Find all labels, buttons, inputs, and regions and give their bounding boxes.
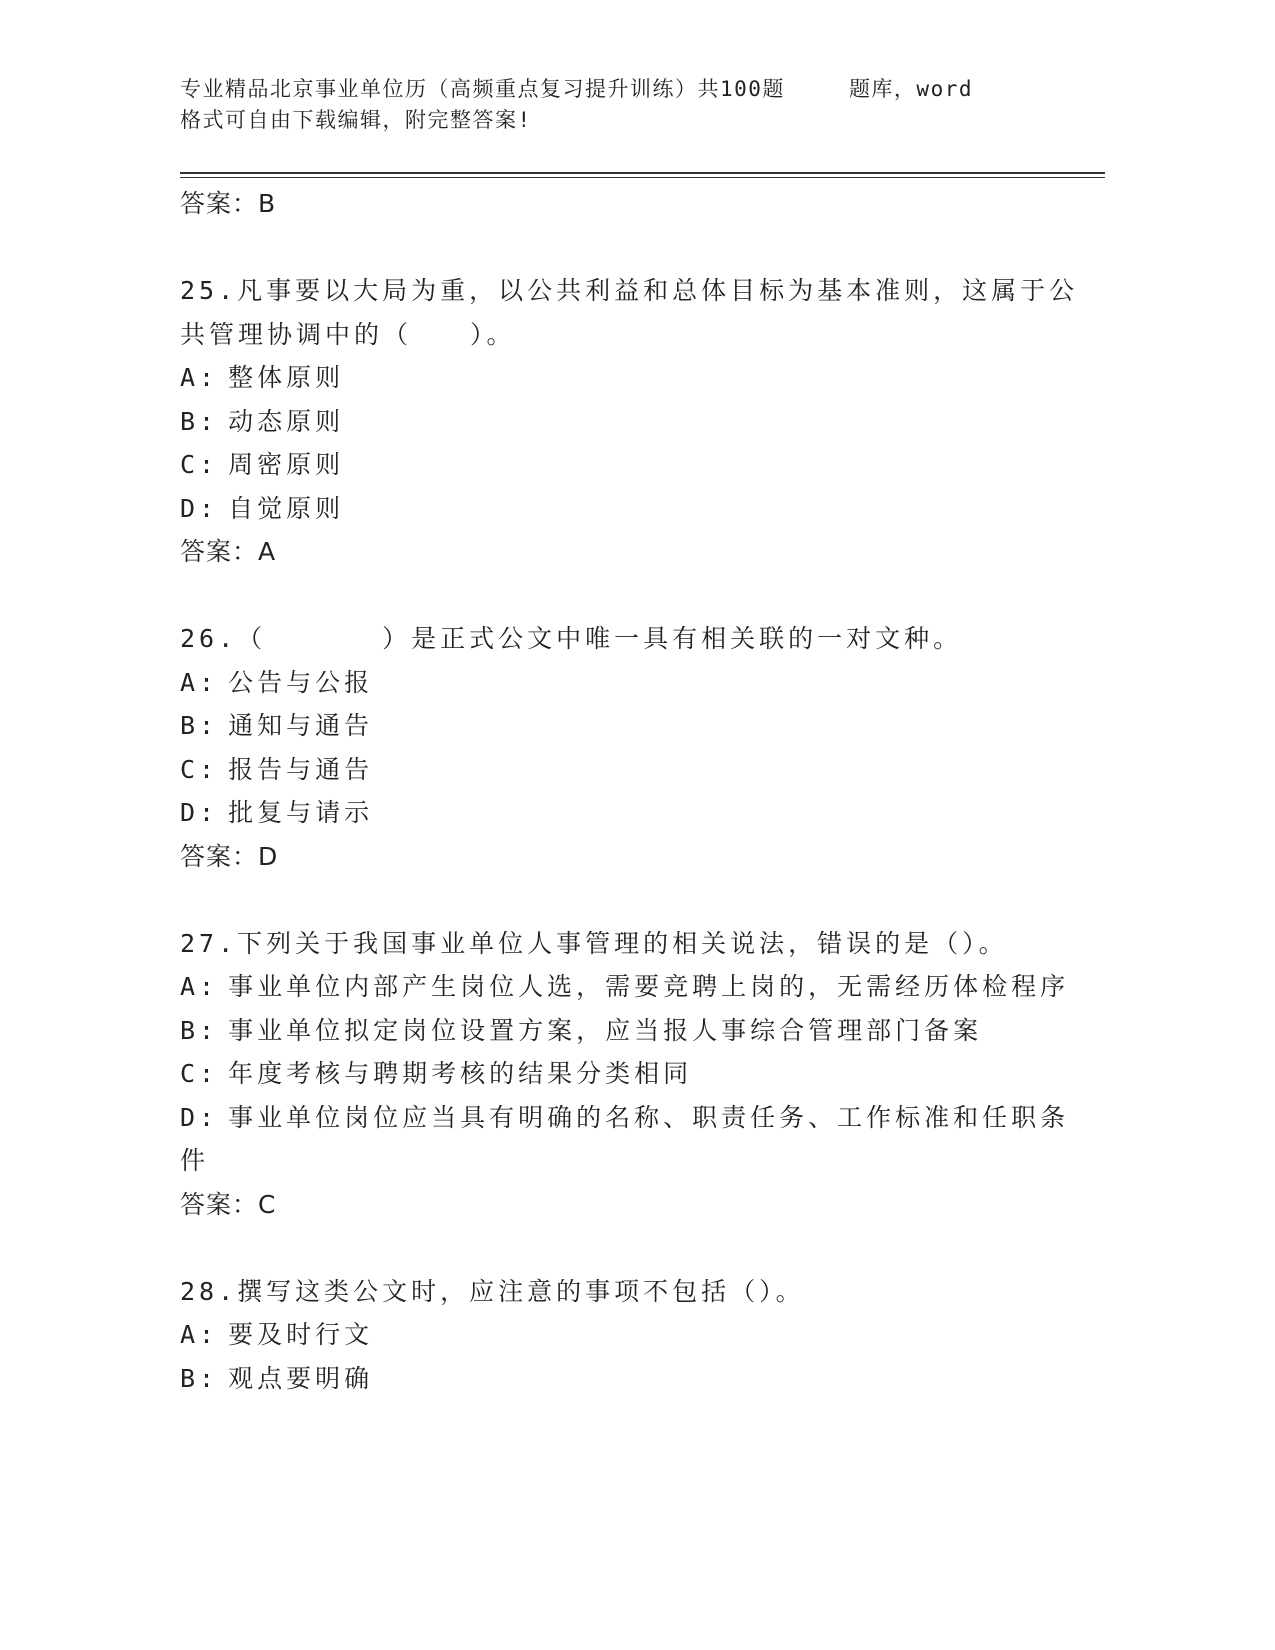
- question-28: [180, 1270, 1040, 1401]
- header-title-suffix: 题库，word: [848, 77, 974, 101]
- option-c: C: 周密原则: [180, 450, 345, 479]
- question-stem: 25.凡事要以大局为重，以公共利益和总体目标为基本准则，这属于公: [180, 276, 1079, 305]
- answer-26: 答案：D: [180, 841, 279, 871]
- option-b: B: 观点要明确: [180, 1363, 374, 1393]
- page-header: [180, 74, 1060, 136]
- question-27: [180, 922, 1070, 1227]
- option-d: D: 事业单位岗位应当具有明确的名称、职责任务、工作标准和任职条: [180, 1102, 1070, 1132]
- option-a: A: 公告与公报: [180, 667, 374, 697]
- option-b: B: 动态原则: [180, 406, 345, 436]
- question-25: [180, 269, 1079, 574]
- header-title: 专业精品北京事业单位历（高频重点复习提升训练）共100题: [180, 77, 785, 101]
- header-line-2: 格式可自由下载编辑，附完整答案!: [180, 108, 532, 132]
- header-line-1: [180, 74, 1060, 105]
- option-c: C: 年度考核与聘期考核的结果分类相同: [180, 1059, 693, 1088]
- question-stem: 28.撰写这类公文时，应注意的事项不包括（）。: [180, 1276, 805, 1306]
- question-stem-continued: 共管理协调中的（ ）。: [180, 319, 516, 349]
- question-stem: 26.（ ）是正式公文中唯一具有相关联的一对文种。: [180, 624, 963, 653]
- answer-27: 答案：C: [180, 1189, 277, 1219]
- option-a: A: 整体原则: [180, 363, 345, 392]
- option-d: D: 批复与请示: [180, 798, 374, 827]
- question-26: [180, 617, 1040, 878]
- option-b: B: 事业单位拟定岗位设置方案，应当报人事综合管理部门备案: [180, 1015, 983, 1045]
- option-a: A: 要及时行文: [180, 1320, 374, 1349]
- option-b: B: 通知与通告: [180, 711, 374, 740]
- question-stem: 27.下列关于我国事业单位人事管理的相关说法，错误的是（）。: [180, 928, 1008, 958]
- question-list: [180, 182, 1079, 1400]
- answer-24: 答案：B: [180, 189, 277, 218]
- option-a: A: 事业单位内部产生岗位人选，需要竞聘上岗的，无需经历体检程序: [180, 972, 1070, 1001]
- header-divider-thick: [180, 172, 1105, 174]
- option-d-continued: 件: [180, 1146, 210, 1175]
- answer-25: 答案：A: [180, 537, 277, 566]
- option-d: D: 自觉原则: [180, 493, 345, 523]
- option-c: C: 报告与通告: [180, 754, 374, 784]
- header-divider-thin: [180, 177, 1105, 178]
